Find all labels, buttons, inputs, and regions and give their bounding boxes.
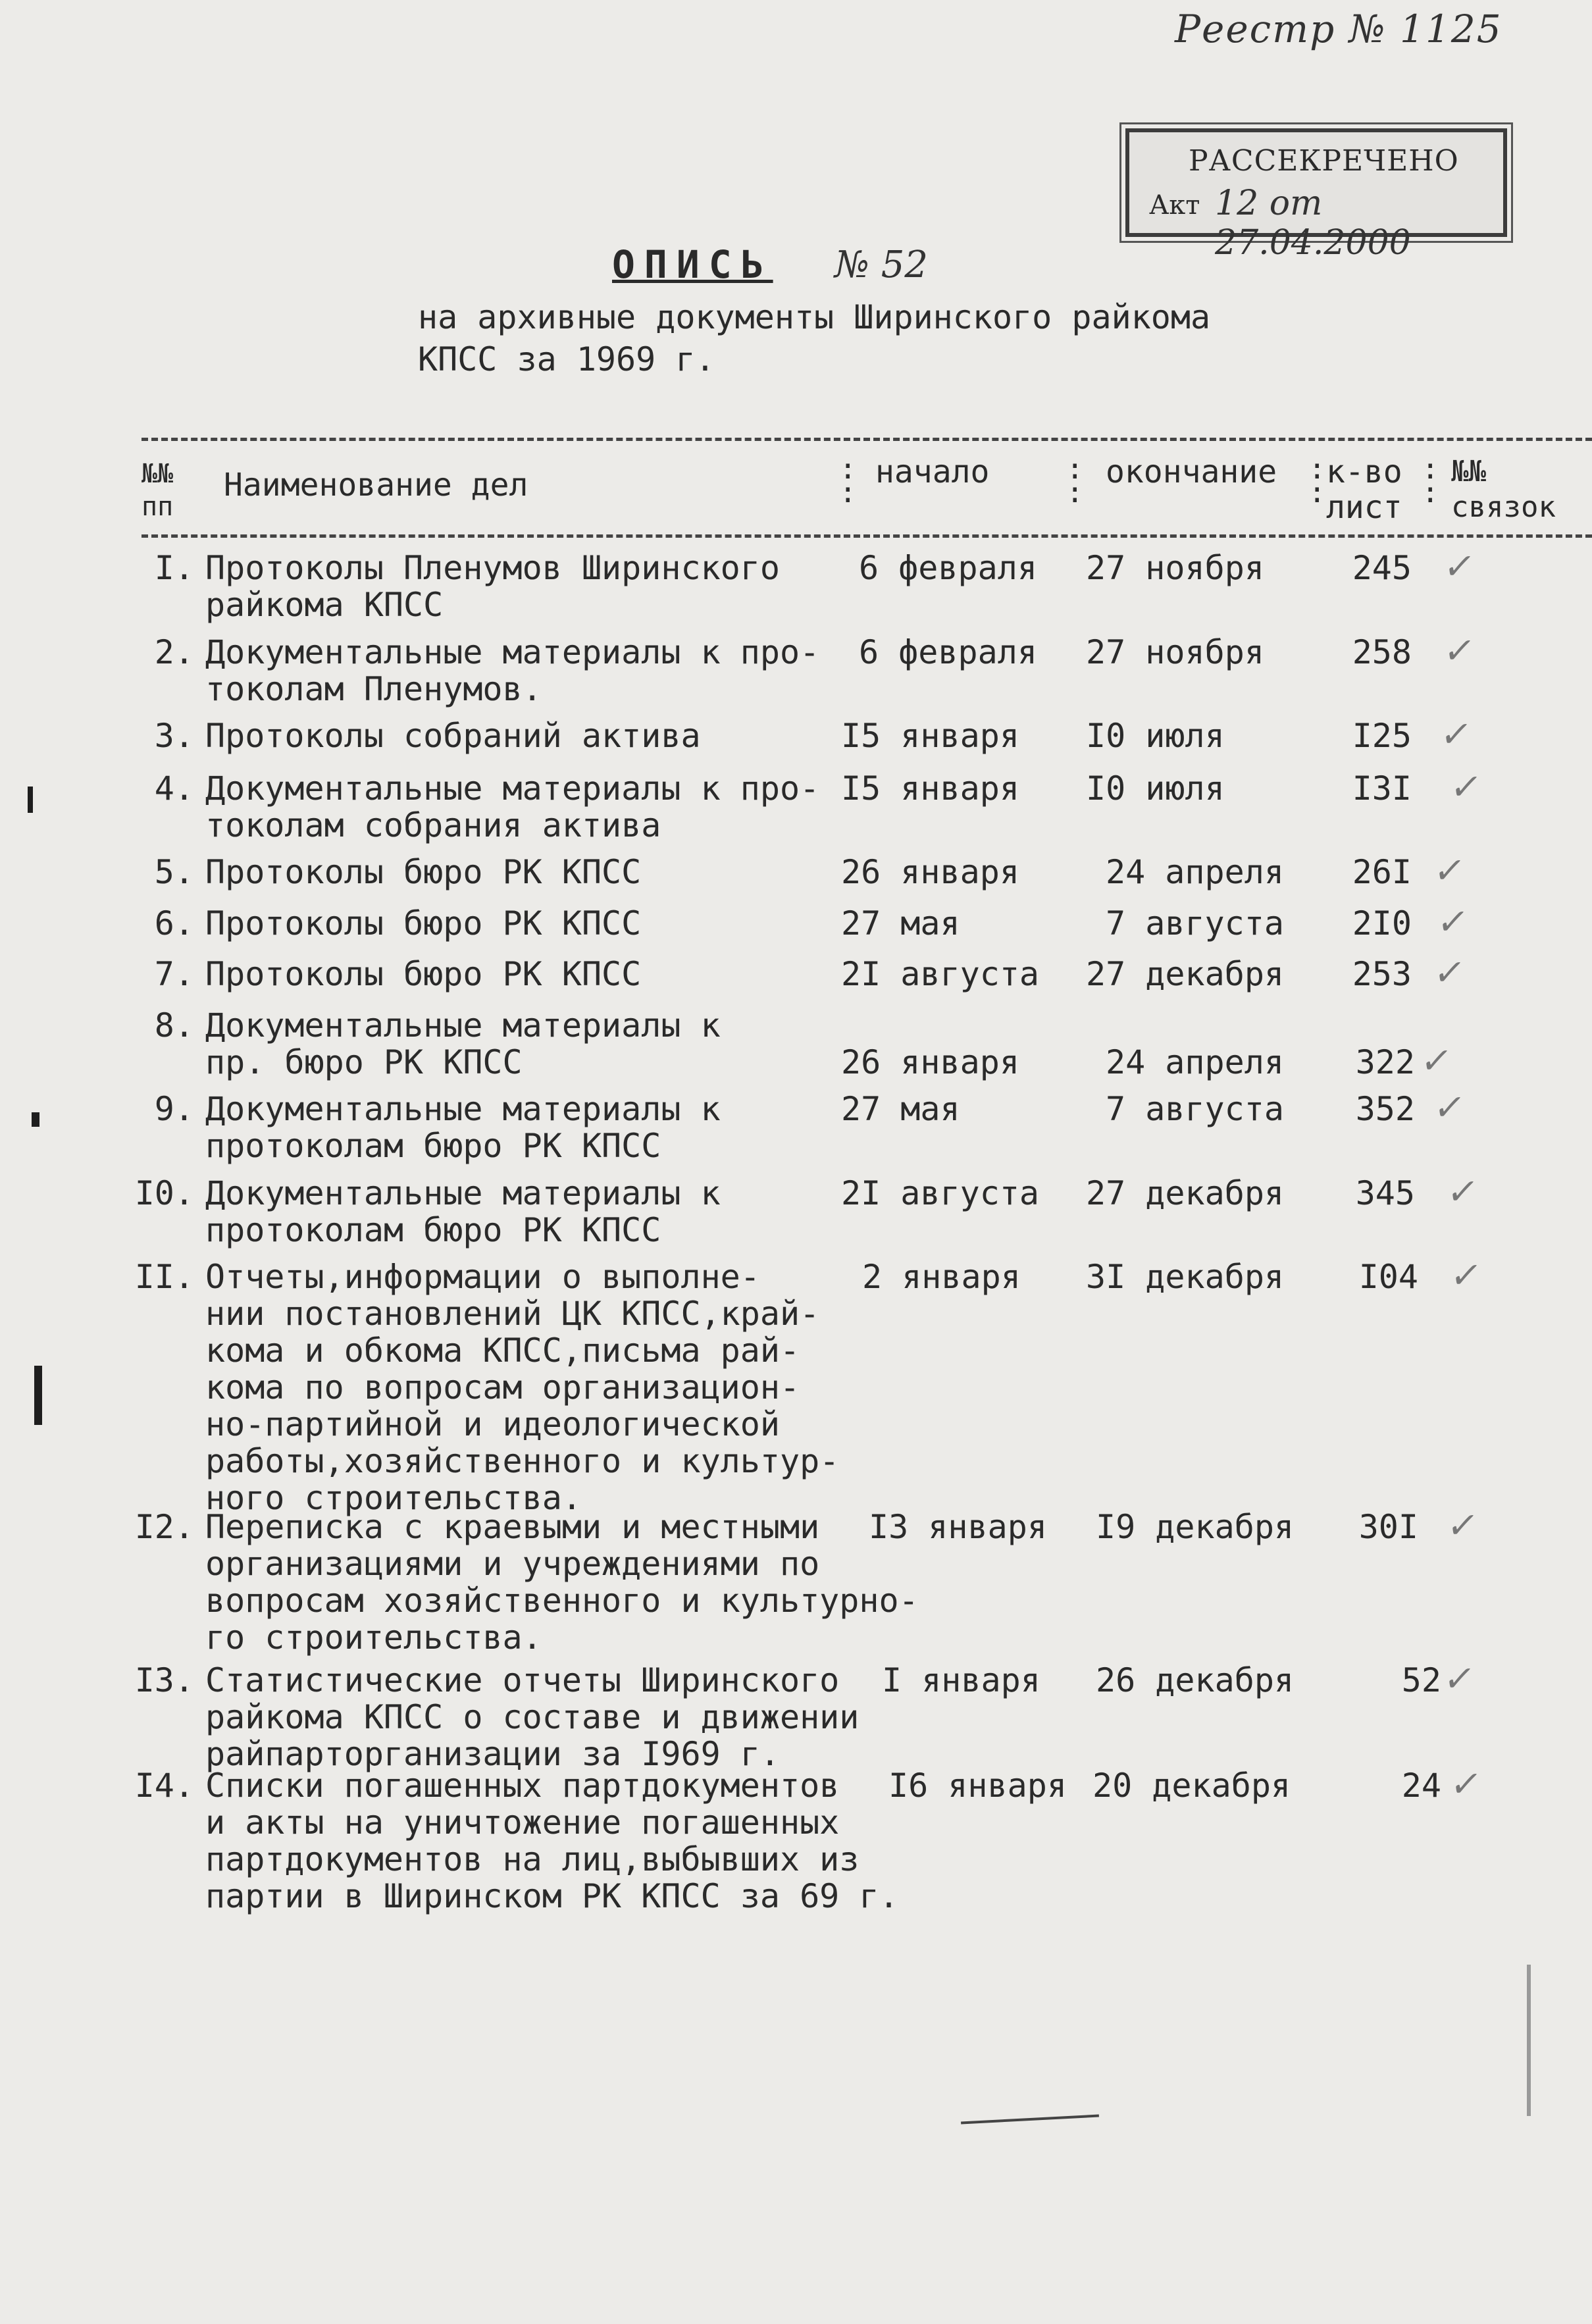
row-start-date: 27 мая [841, 1090, 960, 1128]
check-mark-icon: ✓ [1441, 630, 1478, 671]
row-end-date: 20 декабря [1092, 1767, 1291, 1805]
row-title: Переписка с краевыми и местными организациями и учреждениями по вопросам хозяйственного и культурно- го строительства. [205, 1508, 919, 1657]
check-mark-icon: ✓ [1431, 1087, 1468, 1128]
row-number: II. [134, 1258, 194, 1296]
margin-mark [32, 1112, 39, 1127]
row-number: I0. [134, 1174, 194, 1212]
row-sheet-count: 345 [1355, 1174, 1415, 1212]
row-end-date: 3I декабря [1086, 1258, 1285, 1296]
row-number: I. [154, 549, 194, 587]
header-separator: : : [1308, 452, 1326, 509]
row-sheet-count: 26I [1352, 853, 1412, 891]
row-sheet-count: 2I0 [1352, 904, 1412, 943]
row-title: Отчеты,информации о выполне- нии постановлений ЦК КПСС,край- кома и обкома КПСС,письма рай- кома по вопросам организацион- но-партийной и идеологической работы,хозяйственного и культур- ного строительства. [205, 1258, 840, 1517]
row-number: 9. [154, 1090, 194, 1128]
document-title: ОПИСЬ [612, 242, 773, 287]
row-start-date: 6 февраля [859, 549, 1037, 587]
row-title: Статистические отчеты Ширинского райкома КПСС о составе и движении райпарторганизации за I969 г. [205, 1661, 860, 1773]
row-sheet-count: 30I [1358, 1508, 1418, 1546]
row-sheet-count: 258 [1352, 633, 1412, 671]
row-title: Документальные материалы к про- токолам Пленумов. [205, 633, 820, 708]
header-end: окончание [1106, 453, 1277, 490]
header-bottom-rule [141, 534, 1592, 538]
row-sheet-count: 322 [1355, 1043, 1415, 1081]
subtitle-line-1: на архивные документы Ширинского райкома [418, 298, 1211, 336]
row-end-date: 26 декабря [1096, 1661, 1295, 1699]
check-mark-icon: ✓ [1447, 766, 1485, 808]
check-mark-icon: ✓ [1444, 1171, 1481, 1212]
margin-mark [34, 1366, 42, 1425]
stamp-act-value: 12 от 27.04.2000 [1215, 184, 1411, 263]
row-start-date: I3 января [869, 1508, 1047, 1546]
row-end-date: 27 декабря [1086, 1174, 1285, 1212]
row-sheet-count: 245 [1352, 549, 1412, 587]
declassified-stamp [1125, 128, 1507, 263]
row-start-date: 26 января [841, 853, 1019, 891]
check-mark-icon: ✓ [1441, 1658, 1478, 1699]
row-title: Протоколы Пленумов Ширинского райкома КПСС [205, 549, 780, 624]
row-title: Документальные материалы к протоколам бюро РК КПСС [205, 1090, 721, 1165]
row-start-date: I января [882, 1661, 1040, 1699]
header-sheets: к-во лист [1326, 453, 1402, 526]
row-start-date: I5 января [841, 769, 1019, 808]
check-mark-icon: ✓ [1431, 850, 1468, 891]
row-title: Протоколы бюро РК КПСС [205, 904, 642, 943]
header-top-rule [141, 438, 1592, 441]
header-separator: : : [1422, 452, 1439, 509]
row-end-date: 24 апреля [1106, 853, 1284, 891]
document-subtitle [418, 296, 1210, 380]
row-start-date: 2I августа [841, 955, 1040, 993]
row-start-date: I5 января [841, 717, 1019, 755]
check-mark-icon: ✓ [1447, 1254, 1485, 1296]
stamp-title: РАССЕКРЕЧЕНО [1189, 144, 1459, 178]
row-sheet-count: 352 [1355, 1090, 1415, 1128]
pen-stroke [961, 2115, 1099, 2125]
row-end-date: 27 ноября [1086, 633, 1264, 671]
row-sheet-count: I3I [1352, 769, 1412, 808]
row-sheet-count: 52 [1401, 1661, 1441, 1699]
stamp-act-label: Акт [1149, 190, 1200, 220]
row-number: I2. [134, 1508, 194, 1546]
row-sheet-count: I04 [1358, 1258, 1418, 1296]
row-number: 2. [154, 633, 194, 671]
row-title: Протоколы бюро РК КПСС [205, 853, 642, 891]
check-mark-icon: ✓ [1418, 1040, 1455, 1081]
row-sheet-count: 253 [1352, 955, 1412, 993]
row-title: Документальные материалы к пр. бюро РК КПСС [205, 1006, 721, 1081]
row-number: 8. [154, 1006, 194, 1045]
row-title: Протоколы собраний актива [205, 717, 701, 755]
row-end-date: 24 апреля [1106, 1043, 1284, 1081]
row-end-date: 7 августа [1106, 904, 1284, 943]
header-separator: : : [839, 452, 857, 509]
row-number: 3. [154, 717, 194, 755]
row-title: Документальные материалы к про- токолам собрания актива [205, 769, 820, 844]
check-mark-icon: ✓ [1444, 1505, 1481, 1546]
row-start-date: 6 февраля [859, 633, 1037, 671]
row-end-date: 7 августа [1106, 1090, 1284, 1128]
row-title: Протоколы бюро РК КПСС [205, 955, 642, 993]
row-number: 4. [154, 769, 194, 808]
check-mark-icon: ✓ [1447, 1763, 1485, 1805]
row-end-date: 27 ноября [1086, 549, 1264, 587]
row-start-date: 27 мая [841, 904, 960, 943]
row-end-date: I9 декабря [1096, 1508, 1295, 1546]
header-name: Наименование дел [224, 467, 528, 504]
check-mark-icon: ✓ [1434, 901, 1472, 943]
row-title: Документальные материалы к протоколам бюро РК КПСС [205, 1174, 721, 1249]
row-title: Списки погашенных партдокументов и акты на уничтожение погашенных партдокументов на лиц,выбывших из партии в Ширинском РК КПСС за 69 г. [205, 1767, 899, 1915]
subtitle-line-2: КПСС за 1969 г. [418, 340, 715, 378]
header-start: начало [875, 453, 990, 490]
document-number: № 52 [835, 244, 929, 286]
check-mark-icon: ✓ [1441, 546, 1478, 587]
row-number: 5. [154, 853, 194, 891]
header-num: №№ пп [141, 459, 174, 522]
row-number: I4. [134, 1767, 194, 1805]
header-bundles: №№ связок [1451, 455, 1556, 524]
row-start-date: 26 января [841, 1043, 1019, 1081]
registry-note: Реестр № 1125 [1175, 7, 1502, 51]
row-start-date: 2I августа [841, 1174, 1040, 1212]
row-start-date: 2 января [862, 1258, 1021, 1296]
row-number: 6. [154, 904, 194, 943]
header-separator: : : [1066, 452, 1084, 509]
row-sheet-count: 24 [1401, 1767, 1441, 1805]
margin-mark [1527, 1965, 1531, 2116]
row-number: 7. [154, 955, 194, 993]
check-mark-icon: ✓ [1431, 952, 1468, 993]
row-start-date: I6 января [888, 1767, 1067, 1805]
row-number: I3. [134, 1661, 194, 1699]
row-end-date: 27 декабря [1086, 955, 1285, 993]
row-end-date: I0 июля [1086, 717, 1225, 755]
margin-mark [28, 787, 33, 813]
row-sheet-count: I25 [1352, 717, 1412, 755]
check-mark-icon: ✓ [1437, 713, 1475, 755]
row-end-date: I0 июля [1086, 769, 1225, 808]
